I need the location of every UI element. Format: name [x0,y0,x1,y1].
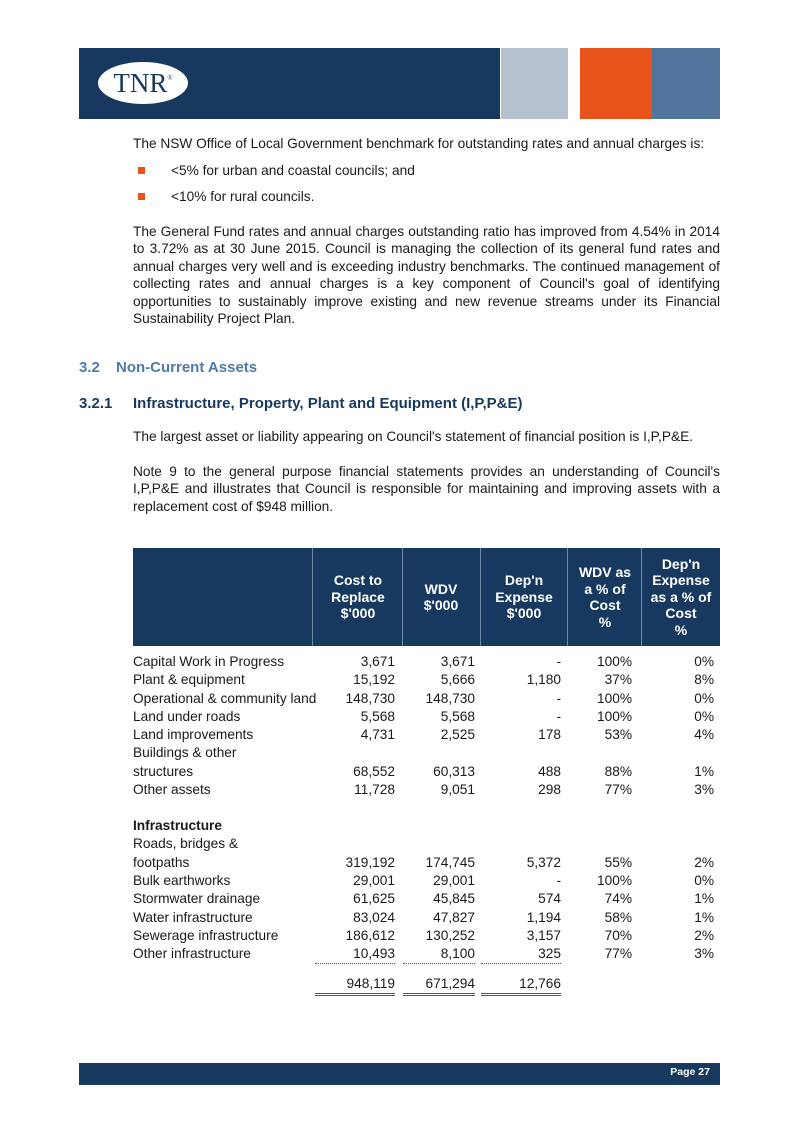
cell-depn: 1,194 [526,909,561,925]
cell-wdv: 45,845 [433,891,475,907]
header-navy-block [79,48,500,119]
infrastructure-heading: Infrastructure [133,818,222,834]
table-row [133,909,720,927]
ippe-paragraph-1: The largest asset or liability appearing on Council's statement of financial position is I,P,P&E. [133,429,694,444]
cell-wdv-pct: 100% [596,708,632,724]
cell-cost: 3,671 [360,654,395,669]
table-row [133,890,720,908]
cell-depn-pct: 1% [694,763,714,779]
cell-depn-pct: 2% [694,854,714,870]
cell-wdv: 60,313 [433,763,475,779]
section-heading [79,359,257,376]
row-label: Other assets [133,782,211,798]
header-blue-block [652,48,720,119]
header-divider [312,548,313,646]
cell-wdv: 8,100 [403,945,475,964]
cell-wdv: 47,827 [433,909,475,925]
subsection-heading [79,395,523,412]
cell-wdv-pct: 55% [604,854,632,870]
page-footer [79,1063,720,1085]
cell-cost: 68,552 [353,763,395,779]
col-header-wdv: WDV $'000 [423,580,459,613]
cell-depn: - [556,872,561,888]
cell-depn: - [556,654,561,669]
cell-depn-pct: 0% [694,690,714,706]
cell-wdv-pct: 77% [604,946,632,962]
subsection-number: 3.2.1 [79,395,113,412]
cell-wdv-pct: 100% [596,872,632,888]
cell-wdv: 130,252 [425,927,475,943]
col-header-cost-to-replace: Cost to Replace $'000 [331,572,385,622]
ippe-paragraph-2: Note 9 to the general purpose financial statements provides an understanding of Council's I,P,P&E and illustrates that Council is responsible for maintaining and improving assets with a replacement cost of $948 million. [133,463,720,514]
cell-wdv: 2,525 [440,727,475,743]
cell-wdv-pct: 70% [604,927,632,943]
cell-depn: 298 [538,782,561,798]
bullet-text: <10% for rural councils. [171,188,315,204]
intro-paragraph-2: The General Fund rates and annual charges outstanding ratio has improved from 4.54% in 2014 to 3.72% as at 30 June 2015. Council is managing the collection of its general fund rates and annual charges very well and is exceeding industry benchmarks. The continued management of collecting rates and annual charges is a key component of Council's goal of identifying opportunities to sustainably improve existing and new revenue streams under its Financial Sustainability Project Plan. [133,223,720,326]
subsection-title: Infrastructure, Property, Plant and Equipment (I,P,P&E) [133,395,523,412]
cell-depn-pct: 1% [694,891,714,907]
intro-paragraph-1: The NSW Office of Local Government benchmark for outstanding rates and annual charges is: [133,136,705,151]
cell-wdv: 5,568 [440,708,475,724]
cell-depn-pct: 0% [694,654,714,669]
cell-wdv-pct: 74% [604,891,632,907]
row-label: Plant & equipment [133,672,245,688]
bullet-text: <5% for urban and coastal councils; and [171,162,415,178]
cell-depn-pct: 3% [694,782,714,798]
header-grey-block [501,48,568,119]
cell-depn: 574 [538,891,561,907]
cell-depn: - [556,708,561,724]
cell-wdv-pct: 88% [604,763,632,779]
row-label: Land improvements [133,727,254,743]
cell-depn: 488 [538,763,561,779]
cell-depn-pct: 1% [694,909,714,925]
row-label: Capital Work in Progress [133,654,285,669]
cell-cost: 83,024 [353,909,395,925]
totals-row [133,975,720,997]
cell-wdv: 3,671 [440,654,475,669]
table-row [133,945,720,963]
table-row [133,690,720,708]
cell-wdv-pct: 58% [604,909,632,925]
table-row [133,872,720,890]
cell-wdv-pct: 100% [596,690,632,706]
cell-wdv: 148,730 [425,690,475,706]
cell-depn: 1,180 [526,672,561,688]
total-wdv: 671,294 [403,975,475,996]
table-row [133,708,720,726]
cell-depn-pct: 2% [694,927,714,943]
cell-cost: 5,568 [360,708,395,724]
row-label: Buildings & other structures [133,745,237,779]
cell-cost: 4,731 [360,727,395,743]
row-label: Water infrastructure [133,909,253,925]
table-row [133,653,720,671]
cell-wdv-pct: 37% [604,672,632,688]
table-body [133,653,720,997]
bullet-square-icon [138,193,145,200]
list-item [133,162,720,179]
table-row [133,671,720,689]
cell-cost: 186,612 [345,927,395,943]
intro-section [133,135,720,328]
total-depn: 12,766 [481,975,561,996]
cell-wdv-pct: 53% [604,727,632,743]
cell-depn: 5,372 [526,854,561,870]
cell-wdv: 174,745 [425,854,475,870]
cell-depn-pct: 8% [694,672,714,688]
cell-depn: 178 [538,727,561,743]
cell-wdv: 9,051 [440,782,475,798]
logo-text [97,61,189,105]
section-number: 3.2 [79,359,100,376]
col-header-wdv-pct: WDV as a % of Cost % [578,564,632,630]
row-label: Bulk earthworks [133,872,231,888]
table-header [133,548,720,646]
ippe-intro [133,428,720,515]
cell-cost: 15,192 [353,672,395,688]
col-header-depn-expense: Dep'n Expense $'000 [495,572,553,622]
table-row [133,927,720,945]
row-label: Stormwater drainage [133,891,261,907]
cell-wdv-pct: 77% [604,782,632,798]
row-label: Other infrastructure [133,946,251,962]
cell-depn-pct: 3% [694,946,714,962]
list-item [133,188,720,205]
benchmark-list [133,162,720,205]
table-row [133,726,720,744]
table-row [133,781,720,799]
col-header-depn-pct: Dep'n Expense as a % of Cost % [650,555,712,638]
row-label: Roads, bridges & footpaths [133,836,238,870]
cell-depn-pct: 4% [694,727,714,743]
logo-letters: TNR [113,67,168,98]
row-label: Sewerage infrastructure [133,927,279,943]
header-orange-block [580,48,652,119]
cell-cost: 10,493 [315,945,395,964]
cell-cost: 148,730 [345,690,395,706]
row-label: Operational & community land [133,690,317,706]
cell-depn-pct: 0% [694,708,714,724]
cell-depn: 3,157 [526,927,561,943]
cell-cost: 319,192 [345,854,395,870]
total-cost: 948,119 [315,975,395,996]
cell-wdv: 29,001 [433,872,475,888]
logo-registered-mark: ® [167,74,173,82]
cell-cost: 11,728 [354,782,395,798]
table-row [133,835,720,872]
cell-depn: - [556,690,561,706]
cell-cost: 61,625 [353,891,395,907]
cell-wdv: 5,666 [440,672,475,688]
bullet-square-icon [138,167,145,174]
row-label: Land under roads [133,708,241,724]
table-row [133,744,720,781]
section-title: Non-Current Assets [116,359,258,376]
page-header [79,48,720,119]
page-number: Page 27 [670,1066,710,1078]
cell-cost: 29,001 [353,872,395,888]
cell-wdv-pct: 100% [596,654,632,669]
cell-depn-pct: 0% [694,872,714,888]
cell-depn: 325 [481,945,561,964]
